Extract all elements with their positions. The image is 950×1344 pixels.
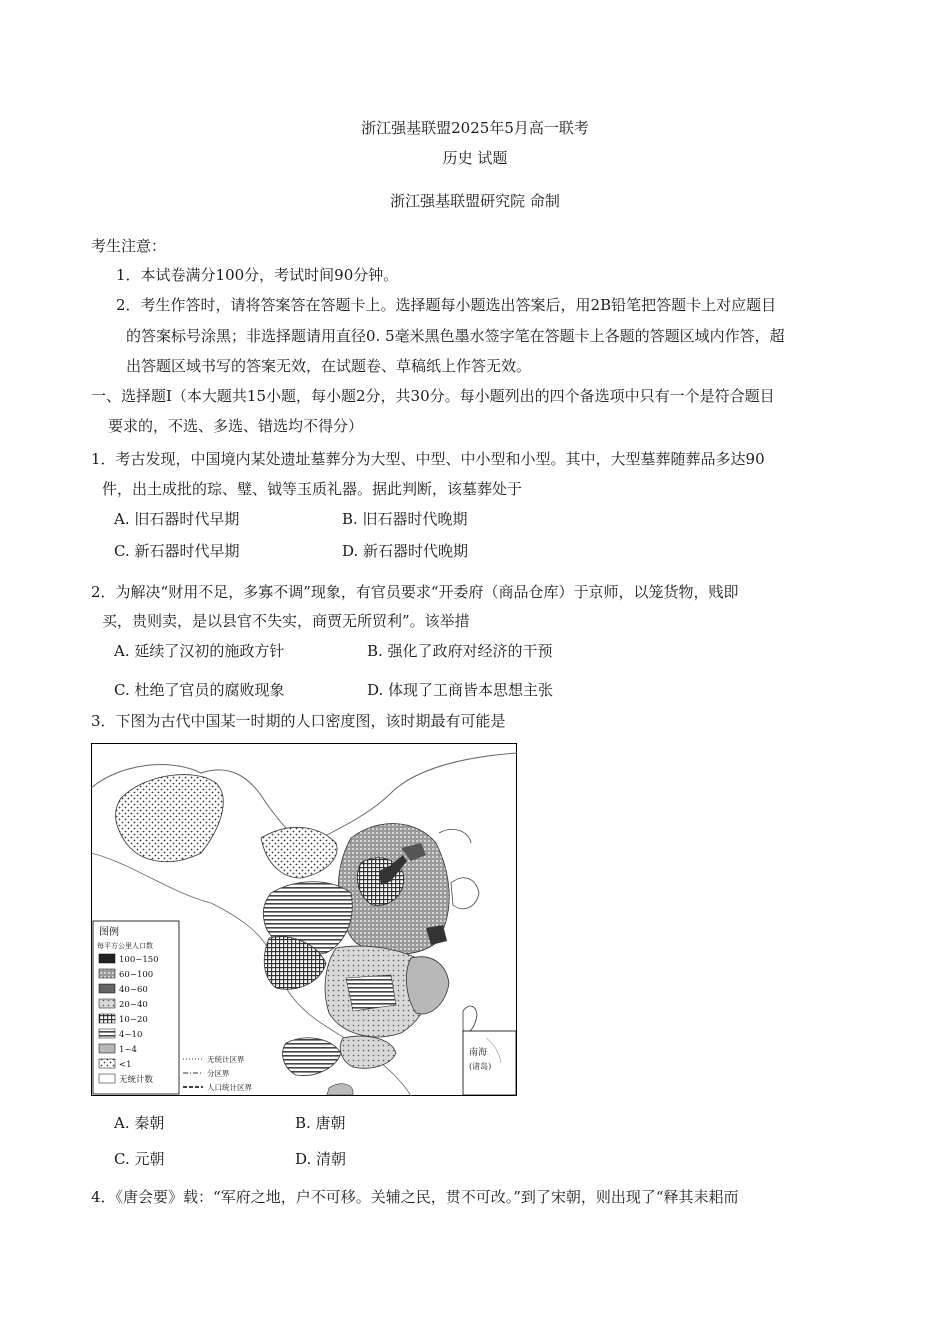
exam-title: 浙江强基联盟2025年5月高一联考 [361, 119, 589, 137]
legend-label-10-20: 10~20 [119, 1015, 148, 1025]
population-density-map-svg [91, 743, 517, 1096]
inset-label-1: 南海 [469, 1048, 488, 1058]
inset-label-2: (诸岛) [469, 1062, 492, 1071]
legend-swatch-100-150 [99, 954, 115, 963]
legend-label-under-1: <1 [119, 1060, 132, 1070]
notice-item-2-line-2: 的答案标号涂黑；非选择题请用直径0. 5毫米黑色墨水签字笔在答题卡上各题的答题区域内作答，超 [126, 327, 785, 345]
region-south-mid [346, 975, 396, 1011]
notice-item-2-line-1: 2．考生作答时，请将答案答在答题卡上。选择题每小题选出答案后，用2B铅笔把答题卡上对应题目 [116, 296, 777, 314]
section-heading-line-2: 要求的，不选、多选、错选均不得分） [108, 417, 364, 435]
legend-swatch-no-data [99, 1074, 115, 1083]
legend-swatch-10-20 [99, 1014, 115, 1023]
q2-option-b: B. 强化了政府对经济的干预 [367, 642, 553, 660]
q1-stem-line-1: 1．考古发现，中国境内某处遗址墓葬分为大型、中型、中小型和小型。其中，大型墓葬随葬品多达90 [91, 450, 765, 468]
q3-option-c: C. 元朝 [114, 1150, 165, 1168]
legend-subtitle: 每平方公里人口数 [97, 942, 153, 950]
q3-option-d: D. 清朝 [295, 1150, 347, 1168]
q2-option-d: D. 体现了工商皆本思想主张 [367, 681, 554, 699]
legend-title: 图例 [99, 927, 119, 938]
notice-item-2-line-3: 出答题区域书写的答案无效，在试题卷、草稿纸上作答无效。 [126, 357, 532, 375]
q2-option-c: C. 杜绝了官员的腐败现象 [114, 681, 285, 699]
legend-label-4-10: 4~10 [119, 1030, 143, 1040]
q1-stem-line-2: 件，出土成批的琮、璧、钺等玉质礼器。据此判断，该墓葬处于 [102, 480, 523, 498]
legend-swatch-40-60 [99, 984, 115, 993]
population-density-map [91, 743, 517, 1096]
q1-option-c: C. 新石器时代早期 [114, 542, 240, 560]
legend-label-60-100: 60~100 [119, 970, 154, 980]
q1-option-d: D. 新石器时代晚期 [342, 542, 469, 560]
q2-stem-line-2: 买，贵则卖，是以县官不失实，商贾无所贸利”。该举措 [102, 612, 470, 630]
notice-heading: 考生注意： [91, 237, 167, 255]
exam-subject: 历史 试题 [442, 149, 508, 167]
notice-item-1: 1．本试卷满分100分，考试时间90分钟。 [116, 266, 399, 284]
q3-option-b: B. 唐朝 [295, 1114, 346, 1132]
legend-label-1-4: 1~4 [119, 1045, 137, 1055]
boundary-label-no-data: 无统计区界 [207, 1055, 245, 1064]
q1-option-b: B. 旧石器时代晚期 [342, 510, 468, 528]
q3-option-a: A. 秦朝 [114, 1114, 165, 1132]
legend-swatch-20-40 [99, 999, 115, 1008]
q4-stem-line-1: 4．《唐会要》载：“军府之地，户不可移。关辅之民，贯不可改。”到了宋朝，则出现了“释其耒耜而 [91, 1188, 739, 1206]
legend-swatch-1-4 [99, 1044, 115, 1053]
legend-label-no-data: 无统计数 [119, 1075, 154, 1085]
boundary-label-division: 分区界 [207, 1069, 230, 1078]
q1-option-a: A. 旧石器时代早期 [114, 510, 240, 528]
legend-swatch-4-10 [99, 1029, 115, 1038]
q2-option-a: A. 延续了汉初的施政方针 [114, 642, 285, 660]
legend-label-100-150: 100~150 [119, 955, 159, 965]
legend-swatch-60-100 [99, 969, 115, 978]
q3-stem: 3．下图为古代中国某一时期的人口密度图，该时期最有可能是 [91, 712, 506, 730]
q2-stem-line-1: 2．为解决“财用不足，多寡不调”现象，有官员要求“开委府（商品仓库）于京师，以笼货物，贱即 [91, 583, 739, 601]
section-heading-line-1: 一、选择题Ⅰ（本大题共15小题，每小题2分，共30分。每小题列出的四个备选项中只有一个是符合题目 [91, 387, 775, 405]
boundary-label-census: 人口统计区界 [207, 1083, 252, 1092]
legend-swatch-under-1 [99, 1059, 115, 1068]
legend-label-20-40: 20~40 [119, 1000, 148, 1010]
legend-label-40-60: 40~60 [119, 985, 148, 995]
exam-author: 浙江强基联盟研究院 命制 [390, 192, 560, 210]
